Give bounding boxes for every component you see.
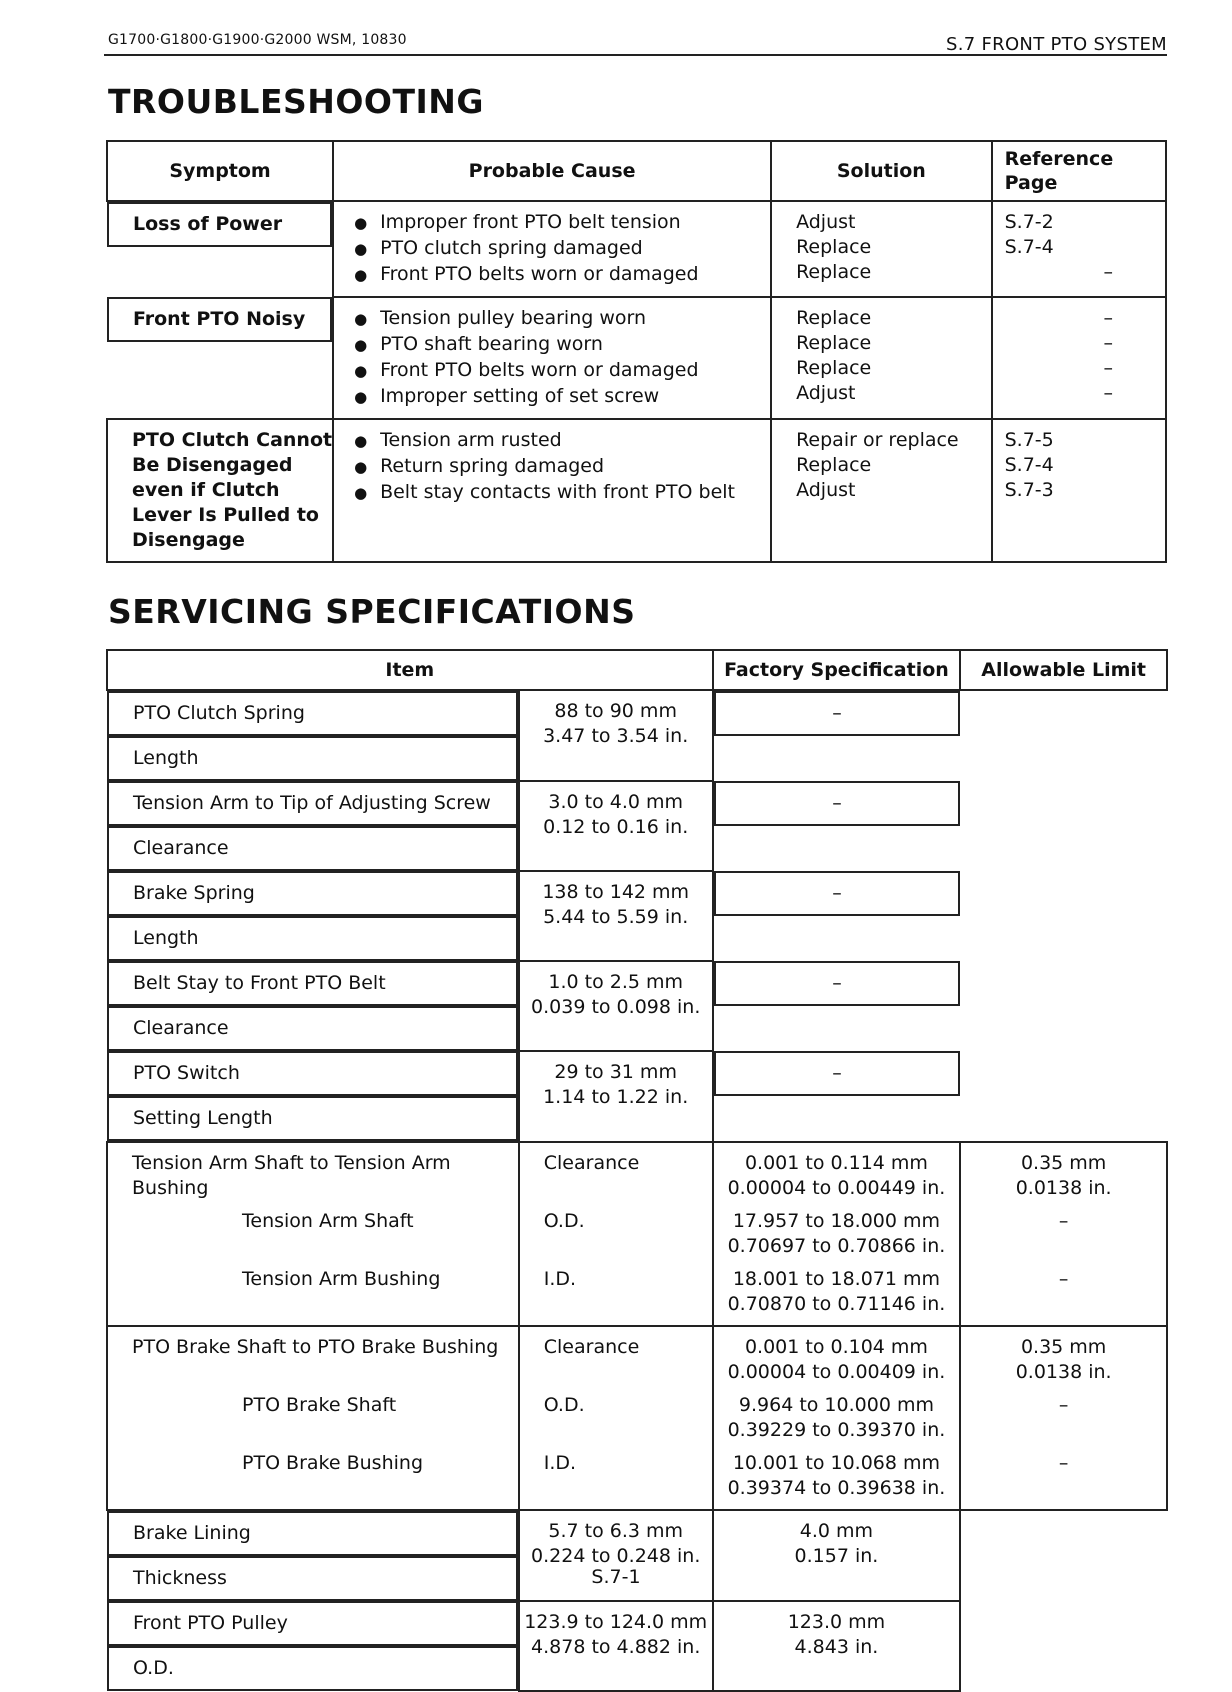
- attribute-cell: Clearance O.D. I.D.: [519, 1326, 713, 1510]
- spec-cell: 5.7 to 6.3 mm 0.224 to 0.248 in.: [519, 1510, 713, 1601]
- item-cell: Brake Spring: [107, 871, 518, 916]
- table-row-group: [107, 1142, 1167, 1326]
- attribute-cell: Length: [107, 736, 518, 781]
- cause-cell: ● Tension arm rusted ● Return spring damaged ● Belt stay contacts with front PTO belt: [333, 419, 771, 562]
- table-row: [107, 961, 1167, 1051]
- table-row: [107, 690, 1167, 781]
- attribute-cell: Setting Length: [107, 1096, 518, 1141]
- limit-cell: –: [714, 1051, 961, 1096]
- reference-cell: – – – –: [992, 297, 1166, 419]
- solution-cell: Repair or replace Replace Adjust: [771, 419, 992, 562]
- table-row: [107, 201, 1166, 297]
- table-row: [107, 297, 1166, 419]
- solution-cell: Adjust Replace Replace: [771, 201, 992, 297]
- table-row: [107, 871, 1167, 961]
- spec-cell: 1.0 to 2.5 mm 0.039 to 0.098 in.: [519, 961, 713, 1051]
- table-row: [107, 1051, 1167, 1142]
- header-rule: [104, 54, 1167, 56]
- item-cell: Tension Arm Shaft to Tension Arm Bushing Tension Arm Shaft Tension Arm Bushing: [107, 1142, 519, 1326]
- header-model-info: G1700·G1800·G1900·G2000 WSM, 10830: [108, 32, 407, 48]
- attribute-cell: O.D.: [107, 1646, 518, 1691]
- table-row: [107, 781, 1167, 871]
- attribute-cell: Clearance: [107, 1006, 518, 1051]
- symptom-cell: PTO Clutch Cannot Be Disengaged even if Clutch Lever Is Pulled to Disengage: [107, 419, 333, 562]
- header-section-title: S.7 FRONT PTO SYSTEM: [945, 34, 1167, 55]
- item-cell: PTO Clutch Spring: [107, 691, 518, 736]
- table-row-group: [107, 1326, 1167, 1510]
- reference-cell: S.7-5 S.7-4 S.7-3: [992, 419, 1166, 562]
- item-cell: Belt Stay to Front PTO Belt: [107, 961, 518, 1006]
- troubleshooting-title: TROUBLESHOOTING: [108, 82, 484, 121]
- symptom-cell: Front PTO Noisy: [107, 297, 332, 342]
- table-header-row: [107, 650, 1167, 690]
- item-cell: Brake Lining: [107, 1511, 518, 1556]
- col-probable-cause: Probable Cause: [333, 141, 771, 201]
- limit-cell: 0.35 mm 0.0138 in. – –: [960, 1142, 1167, 1326]
- limit-cell: 123.0 mm 4.843 in.: [713, 1601, 961, 1691]
- troubleshooting-table: [106, 140, 1167, 563]
- item-cell: PTO Brake Shaft to PTO Brake Bushing PTO Brake Shaft PTO Brake Bushing: [107, 1326, 519, 1510]
- spec-cell: 138 to 142 mm 5.44 to 5.59 in.: [519, 871, 713, 961]
- limit-cell: –: [714, 781, 961, 826]
- col-symptom: Symptom: [107, 141, 333, 201]
- col-allowable-limit: Allowable Limit: [960, 650, 1167, 690]
- reference-cell: S.7-2 S.7-4 –: [992, 201, 1166, 297]
- spec-cell: 0.001 to 0.104 mm 0.00004 to 0.00409 in. 9.964 to 10.000 mm 0.39229 to 0.39370 in. 10.001 to 10.068 mm 0.39374 to 0.39638 in.: [713, 1326, 961, 1510]
- cause-cell: ● Improper front PTO belt tension ● PTO clutch spring damaged ● Front PTO belts worn or damaged: [333, 201, 771, 297]
- col-reference-page: Reference Page: [992, 141, 1166, 201]
- attribute-cell: Length: [107, 916, 518, 961]
- col-factory-specification: Factory Specification: [713, 650, 961, 690]
- limit-cell: –: [714, 691, 961, 736]
- limit-cell: –: [714, 961, 961, 1006]
- servicing-specifications-table: [106, 649, 1168, 1692]
- item-cell: Front PTO Pulley: [107, 1601, 518, 1646]
- item-cell: Tension Arm to Tip of Adjusting Screw: [107, 781, 518, 826]
- attribute-cell: Clearance: [107, 826, 518, 871]
- spec-cell: 123.9 to 124.0 mm 4.878 to 4.882 in.: [519, 1601, 713, 1691]
- table-row: [107, 419, 1166, 562]
- attribute-cell: Clearance O.D. I.D.: [519, 1142, 713, 1326]
- page-number: S.7-1: [591, 1566, 641, 1588]
- spec-cell: 3.0 to 4.0 mm 0.12 to 0.16 in.: [519, 781, 713, 871]
- col-solution: Solution: [771, 141, 992, 201]
- spec-cell: 0.001 to 0.114 mm 0.00004 to 0.00449 in. 17.957 to 18.000 mm 0.70697 to 0.70866 in. 18.001 to 18.071 mm 0.70870 to 0.71146 in.: [713, 1142, 961, 1326]
- limit-cell: 4.0 mm 0.157 in.: [713, 1510, 961, 1601]
- item-cell: PTO Switch: [107, 1051, 518, 1096]
- symptom-cell: Loss of Power: [107, 202, 332, 247]
- col-item: Item: [107, 650, 713, 690]
- spec-cell: 29 to 31 mm 1.14 to 1.22 in.: [519, 1051, 713, 1142]
- solution-cell: Replace Replace Replace Adjust: [771, 297, 992, 419]
- limit-cell: –: [714, 871, 961, 916]
- limit-cell: 0.35 mm 0.0138 in. – –: [960, 1326, 1167, 1510]
- table-row: [107, 1601, 1167, 1691]
- table-header-row: [107, 141, 1166, 201]
- cause-cell: ● Tension pulley bearing worn ● PTO shaft bearing worn ● Front PTO belts worn or damaged ● Improper setting of set screw: [333, 297, 771, 419]
- attribute-cell: Thickness: [107, 1556, 518, 1601]
- spec-cell: 88 to 90 mm 3.47 to 3.54 in.: [519, 690, 713, 781]
- servicing-specifications-title: SERVICING SPECIFICATIONS: [108, 592, 636, 631]
